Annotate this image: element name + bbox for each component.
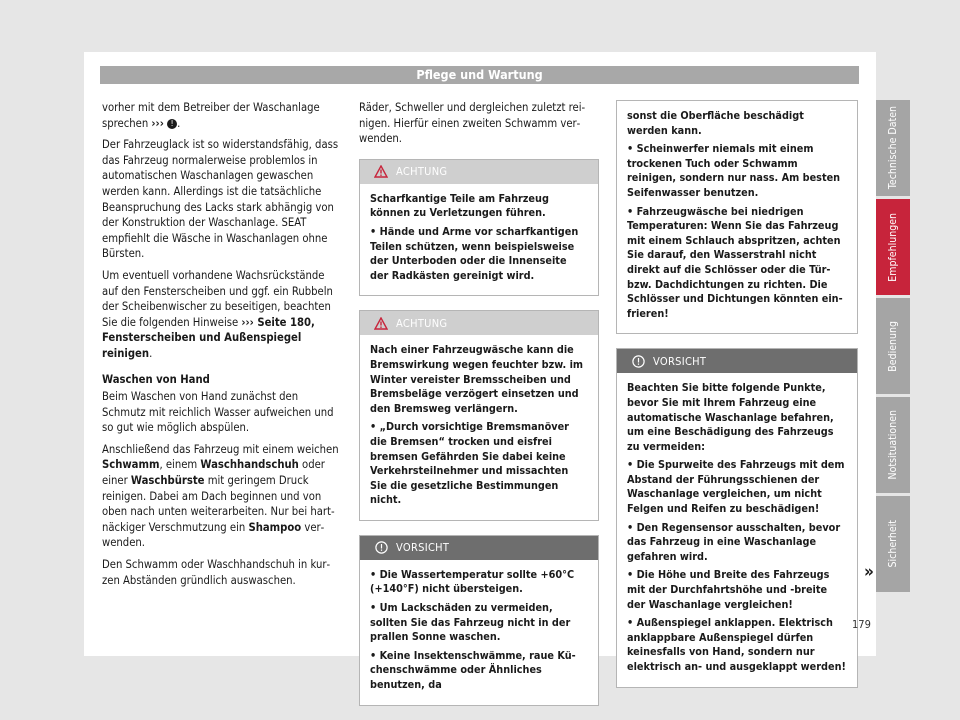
caution-body — [617, 101, 857, 333]
caution-box — [359, 535, 599, 706]
warning-box-header — [360, 311, 598, 335]
bold-term: Waschbürste — [130, 474, 205, 488]
paragraph — [102, 268, 342, 362]
section-heading: Waschen von Hand — [102, 372, 210, 386]
caution-box-continued — [616, 100, 858, 334]
warning-box — [359, 159, 599, 297]
bold-term: Shampoo — [248, 520, 302, 534]
bullet-item: • Außenspiegel anklappen. Elektrisch anklappbare Außenspiegel dürfen keinesfalls von Hand, sondern nur elektrisch an- und ausgeklappt werden! — [627, 616, 847, 674]
bullet-item: • Um Lackschäden zu vermeiden, sollten Sie das Fahrzeug nicht in der prallen Sonne waschen. — [370, 601, 588, 645]
bullet-item: • Den Regensensor ausschalten, bevor das Fahrzeug in eine Waschanlage gefahren wird. — [627, 521, 847, 565]
text: , einem — [159, 458, 201, 472]
warning-title: ACHTUNG — [396, 316, 448, 330]
text: verwenden. — [102, 520, 325, 550]
paragraph: Den Schwamm oder Waschhandschuh in kurzen Abständen gründlich auswaschen. — [102, 558, 331, 587]
tab-label: Notsituationen — [887, 410, 899, 480]
bold-term: Schwamm — [102, 458, 160, 472]
tab-sicherheit[interactable] — [876, 496, 910, 592]
caution-body — [360, 560, 598, 705]
bullet-item: • Die Wassertemperatur sollte +60°C (+140°F) nicht übersteigen. — [370, 568, 588, 597]
text: Um eventuell vorhandene Wachsrückstände auf den Fensterscheiben und ggf. ein Rubbeln der Scheibenwischer zu beseitigen, beachten Sie die folgenden Hinweise — [102, 268, 333, 329]
paragraph — [102, 442, 342, 551]
bullet-item: • Die Spurweite des Fahrzeugs mit dem Abstand der Führungsschienen der Waschanlage vergleichen, um nicht Felgen und Reifen zu beschädigen! — [627, 458, 847, 516]
text: vorher mit dem Betreiber der Waschanlage sprechen — [102, 101, 320, 130]
bullet-item: • Keine Insektenschwämme, raue Küchenschwämme oder Ähnliches benutzen, da — [370, 649, 588, 693]
cross-reference-link[interactable]: ››› Seite 180, Fensterscheiben und Außenspiegel reinigen — [102, 315, 315, 360]
tab-label: Sicherheit — [887, 520, 899, 568]
text: Anschließend das Fahrzeug mit einem weichen — [102, 442, 339, 456]
text: oder einer — [102, 458, 325, 488]
paragraph — [102, 100, 342, 131]
warning-triangle-icon — [374, 165, 388, 179]
tab-empfehlungen[interactable] — [876, 199, 910, 295]
warning-lead: Scharfkantige Teile am Fahrzeug können zu Verletzungen führen. — [370, 191, 549, 220]
column-middle — [359, 100, 599, 720]
warning-body — [360, 335, 598, 520]
tab-label: Bedienung — [887, 320, 899, 372]
tab-label: Empfehlungen — [887, 212, 899, 282]
text: mit geringem Druck reinigen. Dabei am Dach beginnen und von oben nach unten weiterarbeiten. Nur bei hartnäckiger Verschmutzung ein — [102, 474, 335, 534]
tab-label: Technische Daten — [887, 106, 899, 190]
continue-arrow-icon: » — [864, 562, 874, 582]
caution-box-header — [360, 536, 598, 560]
bullet-item: • Scheinwerfer niemals mit einem trockenen Tuch oder Schwamm reinigen, sondern nur nass. Am besten Seifenwasser benutzen. — [627, 142, 847, 200]
caution-box-header — [617, 349, 857, 373]
page-header: Pflege und Wartung — [100, 66, 859, 84]
paragraph: Beim Waschen von Hand zunächst den Schmutz mit reichlich Wasser aufweichen und so gut wie möglich abspülen. — [102, 390, 334, 435]
page-number: 179 — [852, 618, 871, 631]
column-right — [616, 100, 858, 702]
bullet-item: • Fahrzeugwäsche bei niedrigen Temperaturen: Wenn Sie das Fahrzeug mit einem Schlauch abspritzen, achten Sie darauf, den Wasserstrahl nicht direkt auf die Schlösser oder die Tür- bzw. Dachdichtungen zu richten. Die Schlösser und Dichtungen könnten einfrieren! — [627, 205, 847, 322]
chapter-tabs — [876, 100, 911, 595]
warning-title: ACHTUNG — [396, 164, 448, 178]
caution-lead: Beachten Sie bitte folgende Punkte, bevor Sie mit Ihrem Fahrzeug eine automatische Waschanlage befahren, um eine Beschädigung des Fahrzeugs zu vermeiden: — [627, 381, 834, 453]
text: . — [149, 346, 153, 360]
warning-lead: Nach einer Fahrzeugwäsche kann die Bremswirkung wegen feuchter bzw. im Winter vereister Bremsscheiben und Bremsbeläge verzögert einsetzen und den Bremsweg verlängern. — [370, 343, 584, 415]
caution-title: VORSICHT — [653, 354, 707, 368]
warning-body — [360, 184, 598, 296]
info-circle-icon — [374, 541, 388, 555]
caution-title: VORSICHT — [396, 541, 450, 555]
info-circle-icon — [631, 354, 645, 368]
tab-bedienung[interactable] — [876, 298, 910, 394]
bullet-item: • Die Höhe und Breite des Fahrzeugs mit der Durchfahrtshöhe und -breite der Waschanlage vergleichen! — [627, 568, 847, 612]
paragraph: Räder, Schweller und dergleichen zuletzt reinigen. Hierfür einen zweiten Schwamm verwenden. — [359, 101, 586, 146]
column-left — [102, 100, 342, 594]
paragraph: Der Fahrzeuglack ist so widerstandsfähig, dass das Fahrzeug normalerweise problemlos in automatischen Waschanlagen gewaschen werden kann. Allerdings ist die tatsächliche Beanspruchung des Lacks stark abhängig von der Konstruktion der Waschanlage. SEAT empfiehlt die Wäsche in Waschanlagen ohne Bürsten. — [102, 138, 339, 261]
bullet-item: • Hände und Arme vor scharfkantigen Teilen schützen, wenn beispielsweise der Unterboden oder die Innenseite der Radkästen gereinigt wird. — [370, 225, 588, 283]
caution-body — [617, 373, 857, 686]
tab-technische-daten[interactable] — [876, 100, 910, 196]
warning-box-header — [360, 160, 598, 184]
warning-box — [359, 310, 599, 521]
caution-box — [616, 348, 858, 687]
text: . — [177, 116, 181, 130]
bullet-item: • „Durch vorsichtige Bremsmanöver die Bremsen“ trocken und eisfrei bremsen Gefährden Sie dabei keine Verkehrsteilnehmer und missachten Sie die gesetzliche Bestimmungen nicht. — [370, 420, 588, 508]
tab-notsituationen[interactable] — [876, 397, 910, 493]
warning-triangle-icon — [374, 316, 388, 330]
bold-term: Waschhandschuh — [200, 458, 299, 472]
caution-lead: sonst die Oberfläche beschädigt werden kann. — [627, 109, 804, 137]
cross-reference-arrow[interactable]: ››› — [151, 116, 164, 130]
warning-note-icon: ! — [167, 119, 177, 129]
